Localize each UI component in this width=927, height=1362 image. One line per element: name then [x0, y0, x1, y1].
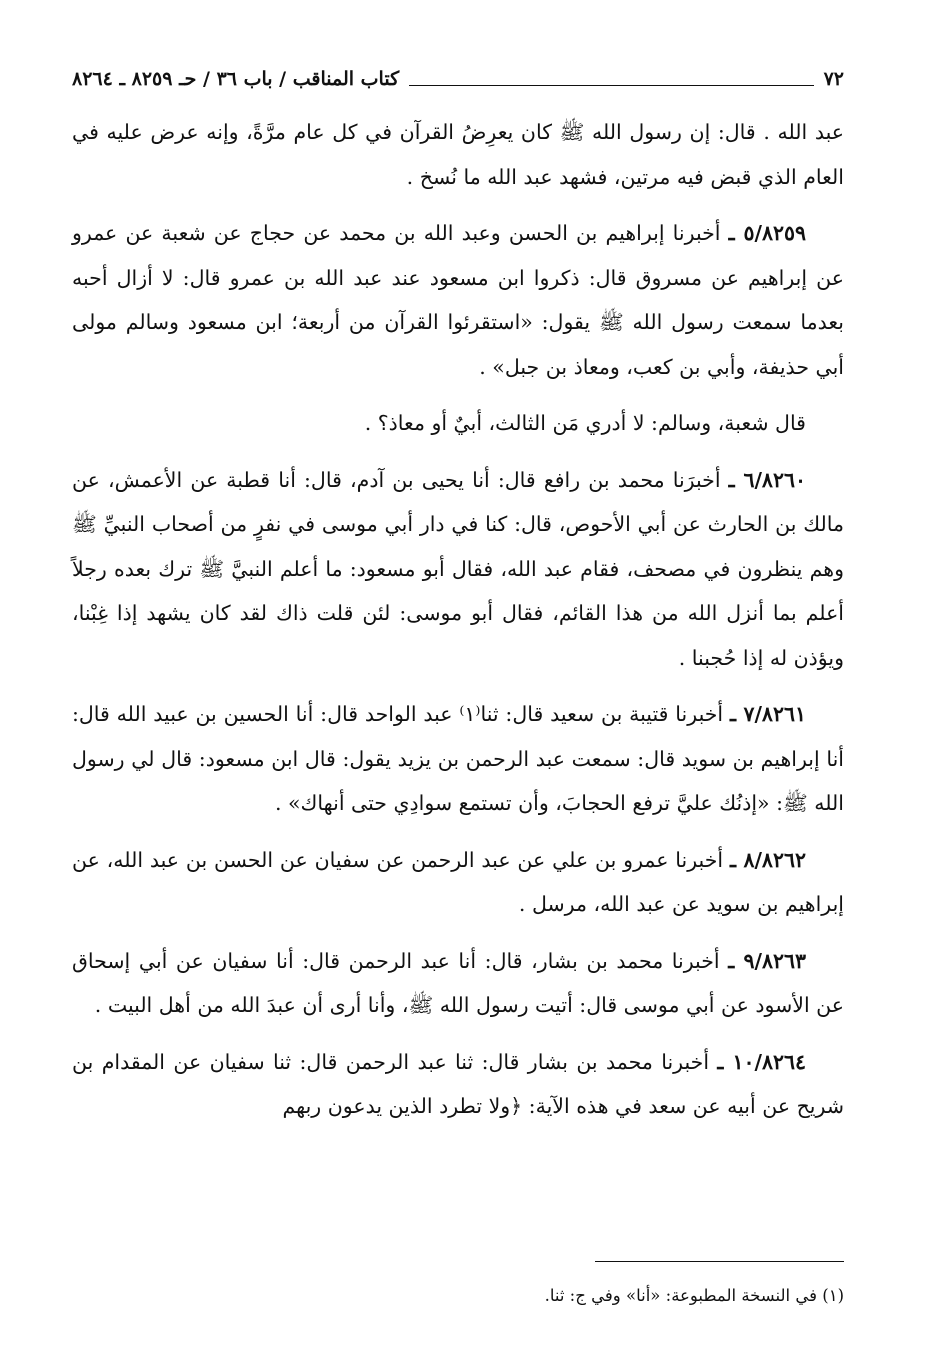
running-title: كتاب المناقب / باب ٣٦ / حـ ٨٢٥٩ ـ ٨٢٦٤: [72, 68, 400, 90]
hadith-number: ٧/٨٢٦١ ـ: [729, 702, 806, 726]
paragraph-text: أخبرَنا محمد بن رافع قال: أنا يحيى بن آدم، قال: أنا قطبة عن الأعمش، عن مالك بن الحارث عن أبي الأحوص، قال: كنا في دار أبي موسى في نفرٍ من أصحاب النبيِّ ﷺ وهم ينظرون في مصحف، فقام عبد الله، فقال أبو مسعود: ما أعلم النبيَّ ﷺ ترك بعده رجلاً أعلم بما أنزل الله من هذا القائم، فقال أبو موسى: لئن قلت ذاك لقد كان يشهد إذا غِبْنا، ويؤذن له إذا حُجبنا .: [72, 467, 844, 670]
footnote-text: (١) في النسخة المطبوعة: «أنا» وفي ج: ثنا.: [544, 1286, 844, 1305]
hadith-paragraph: [72, 838, 844, 927]
paragraph-note: [72, 401, 844, 446]
hadith-number: ٩/٨٢٦٣ ـ: [728, 948, 806, 973]
hadith-paragraph: [72, 939, 844, 1028]
hadith-number: ٦/٨٢٦٠ ـ: [728, 467, 806, 492]
footnote-rule: [595, 1261, 844, 1262]
paragraph-text: أخبرنا إبراهيم بن الحسن وعبد الله بن محمد عن حجاج عن شعبة عن عمرو عن إبراهيم عن مسروق قال: ذكروا ابن مسعود عند عبد الله بن عمرو قال: لا أزال أحبه بعدما سمعت رسول الله ﷺ يقول: «استقرئوا القرآن من أربعة؛ ابن مسعود وسالم مولى أبي حذيفة، وأبي بن كعب، ومعاذ بن جبل» .: [72, 221, 844, 379]
paragraph-text: قال شعبة، وسالم: لا أدري مَن الثالث، أبيٌ أو معاذ؟ .: [364, 411, 806, 435]
hadith-number: ٥/٨٢٥٩ ـ: [728, 221, 806, 245]
hadith-paragraph: [72, 211, 844, 389]
page-number: ٧٢: [823, 68, 844, 90]
hadith-paragraph: [72, 458, 844, 681]
paragraph-text: أخبرنا محمد بن بشار قال: ثنا عبد الرحمن قال: ثنا سفيان عن المقدام بن شريح عن أبيه عن سعد في هذه الآية: ﴿ولا تطرد الذين يدعون ربهم: [72, 1049, 844, 1118]
hadith-number: ٨/٨٢٦٢ ـ: [729, 847, 806, 872]
header-rule: [409, 85, 813, 86]
page: [72, 62, 844, 1141]
footnote: [72, 1283, 844, 1309]
paragraph-text: أخبرنا محمد بن بشار، قال: أنا عبد الرحمن قال: أنا سفيان عن أبي إسحاق عن الأسود عن أبي موسى قال: أتيت رسول الله ﷺ، وأنا أرى أن عبدَ الله من أهل البيت .: [72, 948, 844, 1017]
main-text: [72, 110, 844, 1129]
paragraph-continuation: [72, 110, 844, 199]
paragraph-text: أخبرنا قتيبة بن سعيد قال: ثنا⁽١⁾ عبد الواحد قال: أنا الحسين بن عبيد الله قال: أنا إبراهيم بن سويد قال: سمعت عبد الرحمن بن يزيد يقول: قال ابن مسعود: قال لي رسول الله ﷺ: «إذنُك عليَّ ترفع الحجابَ، وأن تستمع سوادِي حتى أنهاك» .: [72, 702, 844, 815]
page-header: [72, 62, 844, 94]
hadith-paragraph: [72, 692, 844, 826]
paragraph-text: عبد الله . قال: إن رسول الله ﷺ كان يعرِضُ القرآن في كل عام مرَّةً، وإنه عرض عليه في العام الذي قبض فيه مرتين، فشهد عبد الله ما نُسخ .: [72, 120, 844, 189]
hadith-paragraph: [72, 1040, 844, 1129]
hadith-number: ١٠/٨٢٦٤ ـ: [717, 1049, 806, 1074]
paragraph-text: أخبرنا عمرو بن علي عن عبد الرحمن عن سفيان عن الحسن بن عبد الله، عن إبراهيم بن سويد عن عبد الله، مرسل .: [72, 847, 844, 916]
